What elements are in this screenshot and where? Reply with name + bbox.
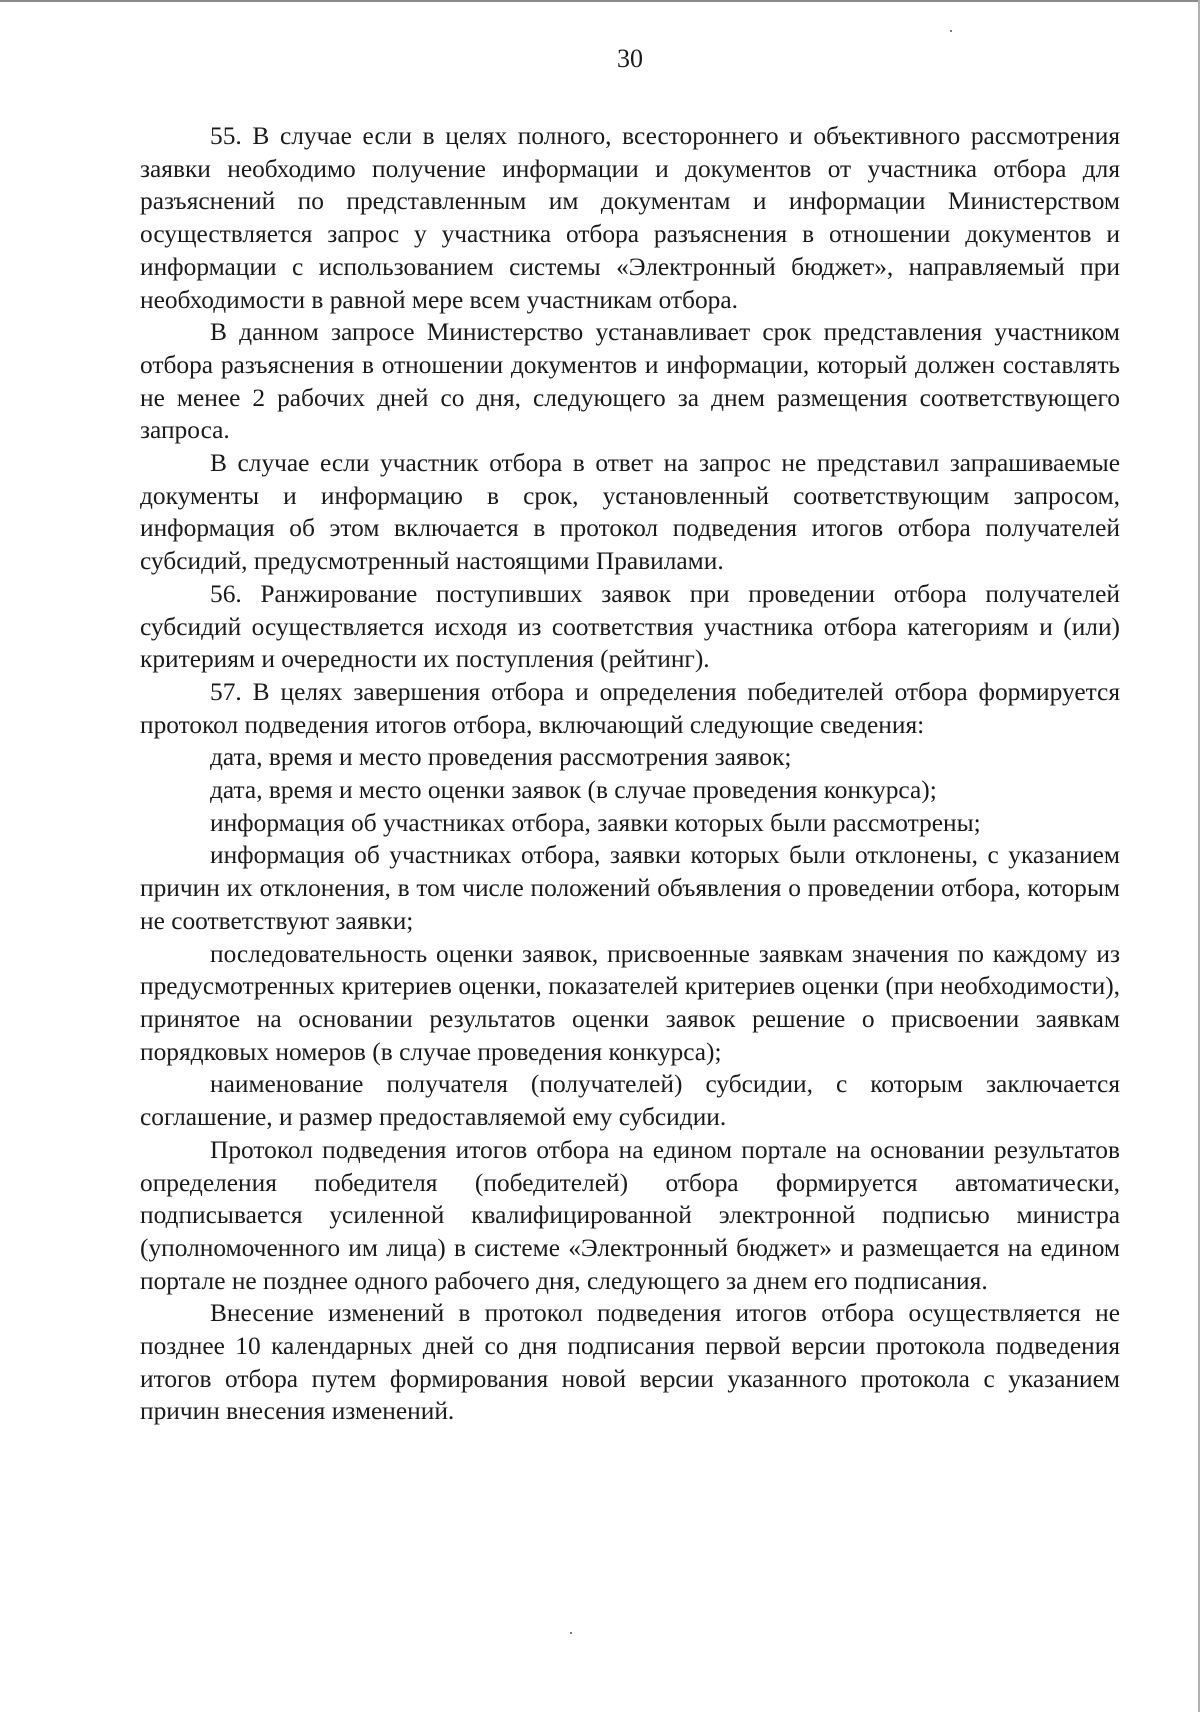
paragraph-protocol-changes: Внесение изменений в протокол подведения итогов отбора осуществляется не позднее 10 календарных дней со дня подписания первой версии протокола подведения итогов отбора путем формирования новой версии указанного протокола с указанием причин внесения изменений. bbox=[140, 1299, 1120, 1426]
paragraph-57: 57. В целях завершения отбора и определения победителей отбора формируется протокол подведения итогов отбора, включающий следующие сведения: bbox=[140, 677, 1120, 739]
paragraph-request-deadline: В данном запросе Министерство устанавливает срок представления участником отбора разъяснения в отношении документов и информации, который должен составлять не менее 2 рабочих дней со дня, следующего за днем размещения соответствующего запроса. bbox=[140, 318, 1120, 445]
page-number: 30 bbox=[617, 44, 643, 73]
list-item: последовательность оценки заявок, присвоенные заявкам значения по каждому из предусмотренных критериев оценки, показателей критериев оценки (при необходимости), принятое на основании результатов оценки заявок решение о присвоении заявкам порядковых номеров (в случае проведения конкурса); bbox=[140, 939, 1120, 1066]
paragraph-no-response: В случае если участник отбора в ответ на запрос не представил запрашиваемые документы и информацию в срок, установленный соответствующим запросом, информация об этом включается в протокол подведения итогов отбора получателей субсидий, предусмотренный настоящими Правилами. bbox=[140, 449, 1120, 576]
list-item: наименование получателя (получателей) субсидии, с которым заключается соглашение, и размер предоставляемой ему субсидии. bbox=[140, 1070, 1120, 1132]
scan-speck bbox=[950, 30, 952, 32]
scan-speck bbox=[570, 1632, 572, 1634]
list-item: дата, время и место оценки заявок (в случае проведения конкурса); bbox=[210, 776, 937, 805]
list-item: информация об участниках отбора, заявки которых были рассмотрены; bbox=[210, 808, 981, 837]
scan-top-edge bbox=[0, 0, 1200, 2]
document-body bbox=[140, 120, 1120, 1428]
list-item: дата, время и место проведения рассмотрения заявок; bbox=[210, 743, 792, 772]
list-item: информация об участниках отбора, заявки которых были отклонены, с указанием причин их отклонения, в том числе положений объявления о проведении отбора, которым не соответствуют заявки; bbox=[140, 841, 1120, 935]
paragraph-56: 56. Ранжирование поступивших заявок при проведении отбора получателей субсидий осуществляется исходя из соответствия участника отбора категориям и (или) критериям и очередности их поступления (рейтинг). bbox=[140, 579, 1120, 674]
paragraph-protocol-publication: Протокол подведения итогов отбора на едином портале на основании результатов определения победителя (победителей) отбора формируется автоматически, подписывается усиленной квалифицированной электронной подписью министра (уполномоченного им лица) в системе «Электронный бюджет» и размещается на едином портале не позднее одного рабочего дня, следующего за днем его подписания. bbox=[140, 1135, 1120, 1295]
paragraph-55: 55. В случае если в целях полного, всестороннего и объективного рассмотрения заявки необходимо получение информации и документов от участника отбора для разъяснений по представленным им документам и информации Министерством осуществляется запрос у участника отбора разъяснения в отношении документов и информации с использованием системы «Электронный бюджет», направляемый при необходимости в равной мере всем участникам отбора. bbox=[140, 122, 1120, 314]
